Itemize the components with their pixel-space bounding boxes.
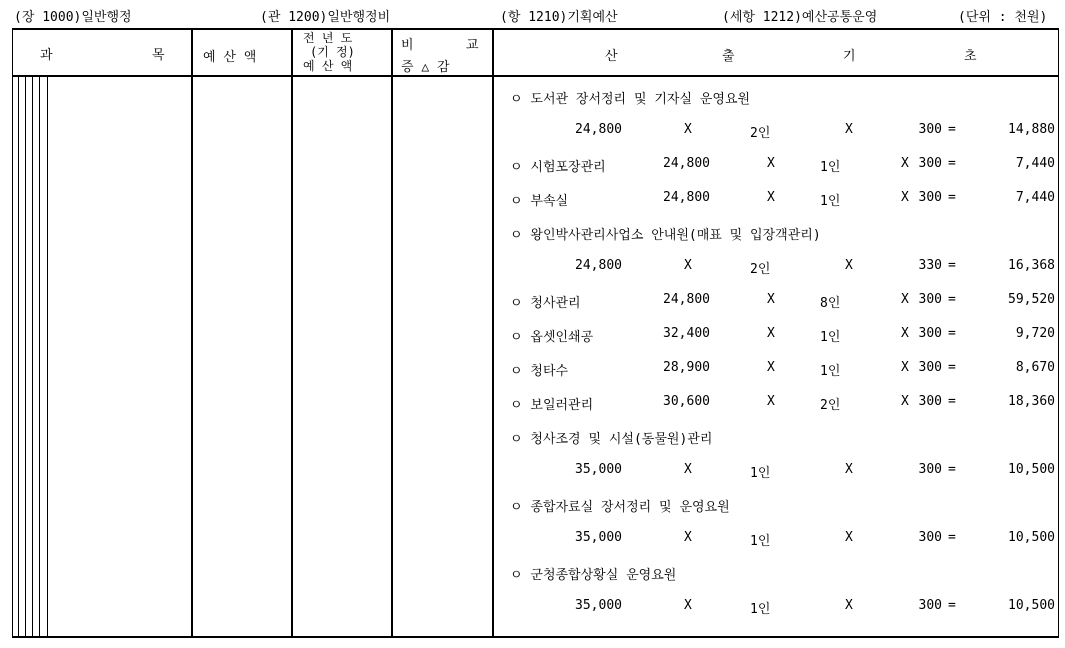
header-basis-1: 산	[605, 49, 618, 64]
basis-x2: X	[901, 394, 909, 409]
basis-x2: X	[845, 122, 853, 137]
basis-calc-row	[0, 258, 1065, 276]
basis-calc-row	[0, 156, 1065, 174]
basis-rate: 32,400	[663, 326, 710, 341]
basis-x2: X	[901, 360, 909, 375]
basis-calc-row	[0, 530, 1065, 548]
basis-rate: 35,000	[575, 462, 622, 477]
basis-x1: X	[684, 122, 692, 137]
basis-calc-row	[0, 394, 1065, 412]
header-budget: 예 산 액	[203, 50, 257, 65]
basis-title-row	[0, 88, 1065, 106]
basis-x2: X	[845, 462, 853, 477]
basis-eq: =	[948, 394, 956, 409]
basis-rate: 24,800	[575, 122, 622, 137]
basis-rate: 28,900	[663, 360, 710, 375]
basis-rate: 30,600	[663, 394, 710, 409]
basis-eq: =	[948, 326, 956, 341]
basis-title: ㅇ 종합자료실 장서정리 및 운영요원	[510, 500, 730, 515]
basis-days: 330	[918, 258, 942, 273]
hang-label: (항 1210)기획예산	[500, 10, 618, 25]
basis-persons: 1인	[750, 602, 771, 617]
header-gwa: 과	[40, 48, 53, 63]
header-prev-bot: 예 산 액	[303, 59, 353, 73]
basis-calc-row	[0, 598, 1065, 616]
basis-persons: 2인	[750, 262, 771, 277]
basis-x2: X	[901, 326, 909, 341]
basis-days: 300	[918, 326, 942, 341]
basis-calc-row	[0, 292, 1065, 310]
jang-label: (장 1000)일반행정	[14, 10, 132, 25]
basis-days: 300	[918, 360, 942, 375]
header-prev-mid: (기 정)	[310, 45, 355, 59]
basis-label: ㅇ 부속실	[510, 194, 569, 209]
basis-persons: 1인	[820, 364, 841, 379]
basis-total: 10,500	[1008, 462, 1055, 477]
basis-calc-row	[0, 122, 1065, 140]
basis-rate: 24,800	[575, 258, 622, 273]
basis-x1: X	[684, 598, 692, 613]
basis-total: 9,720	[1015, 326, 1055, 341]
basis-x2: X	[901, 190, 909, 205]
basis-label: ㅇ 옵셋인쇄공	[510, 330, 594, 345]
basis-label: ㅇ 시험포장관리	[510, 160, 606, 175]
basis-persons: 1인	[750, 466, 771, 481]
basis-title-row	[0, 224, 1065, 242]
basis-eq: =	[948, 530, 956, 545]
basis-persons: 1인	[820, 330, 841, 345]
header-basis-3: 기	[843, 49, 856, 64]
basis-persons: 8인	[820, 296, 841, 311]
basis-x1: X	[767, 156, 775, 171]
basis-persons: 1인	[820, 194, 841, 209]
basis-x2: X	[845, 530, 853, 545]
basis-rate: 35,000	[575, 530, 622, 545]
basis-title-row	[0, 564, 1065, 582]
basis-total: 16,368	[1008, 258, 1055, 273]
basis-title: ㅇ 왕인박사관리사업소 안내원(매표 및 입장객관리)	[510, 228, 821, 243]
basis-rate: 35,000	[575, 598, 622, 613]
sehang-label: (세항 1212)예산공통운영	[722, 10, 878, 25]
basis-persons: 2인	[820, 398, 841, 413]
basis-total: 14,880	[1008, 122, 1055, 137]
header-compare-right: 교	[466, 38, 479, 53]
basis-rate: 24,800	[663, 156, 710, 171]
basis-x1: X	[767, 326, 775, 341]
basis-x1: X	[767, 394, 775, 409]
basis-calc-row	[0, 462, 1065, 480]
header-prev-top: 전 년 도	[303, 31, 353, 45]
basis-x1: X	[767, 360, 775, 375]
basis-x1: X	[767, 292, 775, 307]
basis-total: 8,670	[1015, 360, 1055, 375]
basis-persons: 1인	[820, 160, 841, 175]
header-basis-4: 초	[964, 49, 977, 64]
basis-title: ㅇ 군청종합상황실 운영요원	[510, 568, 677, 583]
basis-calc-row	[0, 326, 1065, 344]
basis-total: 10,500	[1008, 598, 1055, 613]
basis-total: 59,520	[1008, 292, 1055, 307]
basis-days: 300	[918, 530, 942, 545]
basis-total: 7,440	[1015, 190, 1055, 205]
basis-eq: =	[948, 190, 956, 205]
basis-total: 18,360	[1008, 394, 1055, 409]
basis-x1: X	[684, 530, 692, 545]
basis-eq: =	[948, 292, 956, 307]
basis-rate: 24,800	[663, 292, 710, 307]
basis-total: 7,440	[1015, 156, 1055, 171]
basis-persons: 2인	[750, 126, 771, 141]
header-basis-2: 출	[722, 49, 735, 64]
basis-eq: =	[948, 122, 956, 137]
basis-calc-row	[0, 190, 1065, 208]
basis-x1: X	[684, 462, 692, 477]
basis-days: 300	[918, 462, 942, 477]
header-compare-left: 비	[401, 38, 414, 53]
basis-days: 300	[918, 122, 942, 137]
header-mok: 목	[152, 48, 165, 63]
header-separator	[12, 75, 1059, 77]
basis-days: 300	[918, 598, 942, 613]
basis-label: ㅇ 보일러관리	[510, 398, 594, 413]
basis-days: 300	[918, 156, 942, 171]
basis-days: 300	[918, 394, 942, 409]
basis-title-row	[0, 496, 1065, 514]
basis-eq: =	[948, 598, 956, 613]
header-compare-bot: 증 △ 감	[401, 60, 450, 75]
basis-x1: X	[767, 190, 775, 205]
basis-persons: 1인	[750, 534, 771, 549]
gwan-label: (관 1200)일반행정비	[260, 10, 391, 25]
basis-eq: =	[948, 258, 956, 273]
basis-x2: X	[845, 598, 853, 613]
basis-title-row	[0, 428, 1065, 446]
basis-x2: X	[845, 258, 853, 273]
basis-label: ㅇ 청사관리	[510, 296, 581, 311]
basis-x1: X	[684, 258, 692, 273]
basis-label: ㅇ 청타수	[510, 364, 569, 379]
basis-eq: =	[948, 156, 956, 171]
basis-days: 300	[918, 190, 942, 205]
unit-label: (단위 : 천원)	[958, 10, 1048, 25]
basis-title: ㅇ 도서관 장서정리 및 기자실 운영요원	[510, 92, 751, 107]
basis-title: ㅇ 청사조경 및 시설(동물원)관리	[510, 432, 713, 447]
basis-x2: X	[901, 156, 909, 171]
basis-rate: 24,800	[663, 190, 710, 205]
basis-eq: =	[948, 462, 956, 477]
basis-eq: =	[948, 360, 956, 375]
basis-calc-row	[0, 360, 1065, 378]
basis-days: 300	[918, 292, 942, 307]
basis-x2: X	[901, 292, 909, 307]
basis-total: 10,500	[1008, 530, 1055, 545]
